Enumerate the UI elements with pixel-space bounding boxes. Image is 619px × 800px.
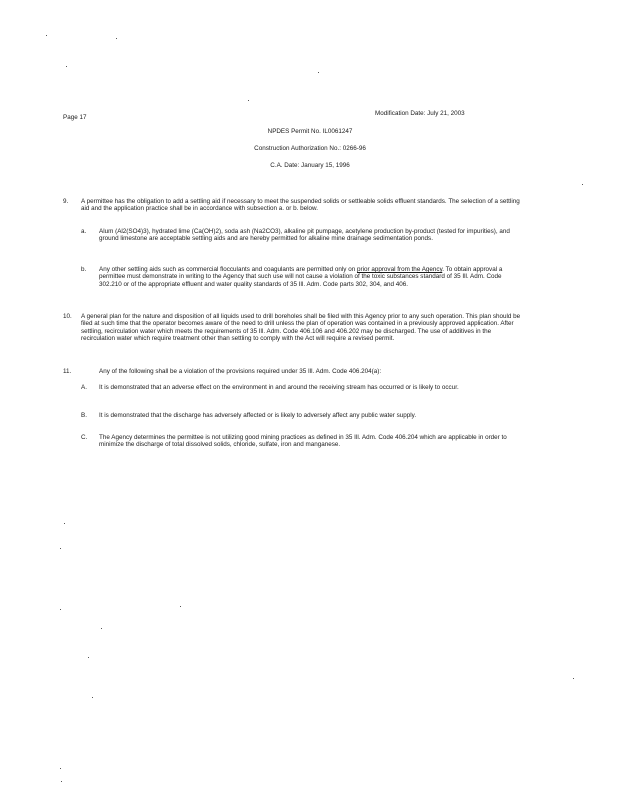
scan-speck xyxy=(180,606,181,607)
item-9a-text: Alum (Al2(SO4)3), hydrated lime (Ca(OH)2), soda ash (Na2CO3), alkaline pit pumpage, acetylene production by-product (tested for impurities), and ground limestone are acceptable settling aids and are hereby permitted for alkaline mine drainage sedimentation ponds. xyxy=(99,228,510,243)
scan-speck xyxy=(60,609,61,610)
item-9b-text-post: . To obtain approval a permittee must demonstrate in writing to the Agency that such use will not cause a violation of the toxic substances standard of 35 Ill. Adm. Code 302.210 or of the appropriate effluent and water quality standards of 35 Ill. Adm. Code parts 302, 304, and 406. xyxy=(99,266,503,288)
item-9-text: A permittee has the obligation to add a settling aid if necessary to meet the suspended solids or settleable solids effluent standards. The selection of a settling aid and the application practice shall be in accordance with subsection a. or b. below. xyxy=(81,198,520,213)
scan-speck xyxy=(60,548,61,549)
scan-speck xyxy=(92,697,93,698)
item-number: 11. xyxy=(63,368,72,375)
item-9b-text-pre: Any other settling aids such as commercial flocculants and coagulants are permitted only on xyxy=(99,266,357,273)
sub-item-label: a. xyxy=(81,228,87,235)
item-10-text: A general plan for the nature and disposition of all liquids used to drill boreholes shall be filed with this Agency prior to any such operation. This plan should be filed at such time that the operator becomes aware of the need to drill unless the plan of operation was contained in a previously approved application. After settling, recirculation water which meets the requirements of 35 Ill. Adm. Code 406.106 and 406.202 may be discharged. The use of additives in the recirculation water which require treatment other than settling to comply with the Act will require a revised permit. xyxy=(81,313,521,343)
scan-speck xyxy=(88,657,89,658)
modification-date: Modification Date: July 21, 2003 xyxy=(375,110,465,117)
construction-authorization: Construction Authorization No.: 0266-96 xyxy=(254,145,366,152)
sub-item-label: B. xyxy=(81,412,87,419)
scan-speck xyxy=(61,781,62,782)
item-number: 9. xyxy=(63,198,69,205)
scan-speck xyxy=(101,628,102,629)
item-11-text: Any of the following shall be a violation of the provisions required under 35 Ill. Adm. Code 406.204(a): xyxy=(99,368,382,375)
scan-speck xyxy=(66,66,67,67)
item-11a-text: It is demonstrated that an adverse effect on the environment in and around the receiving stream has occurred or is likely to occur. xyxy=(99,384,459,391)
page-number: Page 17 xyxy=(63,114,87,121)
sub-item-label: b. xyxy=(81,266,87,273)
scan-speck xyxy=(582,184,583,185)
scan-speck xyxy=(318,72,319,73)
permit-number: NPDES Permit No. IL0061247 xyxy=(267,128,353,135)
scan-speck xyxy=(46,35,47,36)
item-11b-text: It is demonstrated that the discharge has adversely affected or is likely to adversely affect any public water supply. xyxy=(99,412,417,419)
prior-approval-text: prior approval from the Agency xyxy=(356,266,443,273)
sub-item-label: A. xyxy=(81,384,87,391)
sub-item-label: C. xyxy=(81,434,88,441)
item-11c-text: The Agency determines the permittee is not utilizing good mining practices as defined in 35 Ill. Adm. Code 406.204 which are applicable in order to minimize the discharge of total dissolved solids, chloride, sulfate, iron and manganese. xyxy=(99,434,507,449)
ca-date: C.A. Date: January 15, 1996 xyxy=(270,162,350,169)
item-9b-text xyxy=(99,266,523,288)
scan-speck xyxy=(116,38,117,39)
item-number: 10. xyxy=(63,313,72,320)
scan-speck xyxy=(64,523,65,524)
scan-speck xyxy=(573,678,574,679)
scan-speck xyxy=(60,768,61,769)
scan-speck xyxy=(248,100,249,101)
